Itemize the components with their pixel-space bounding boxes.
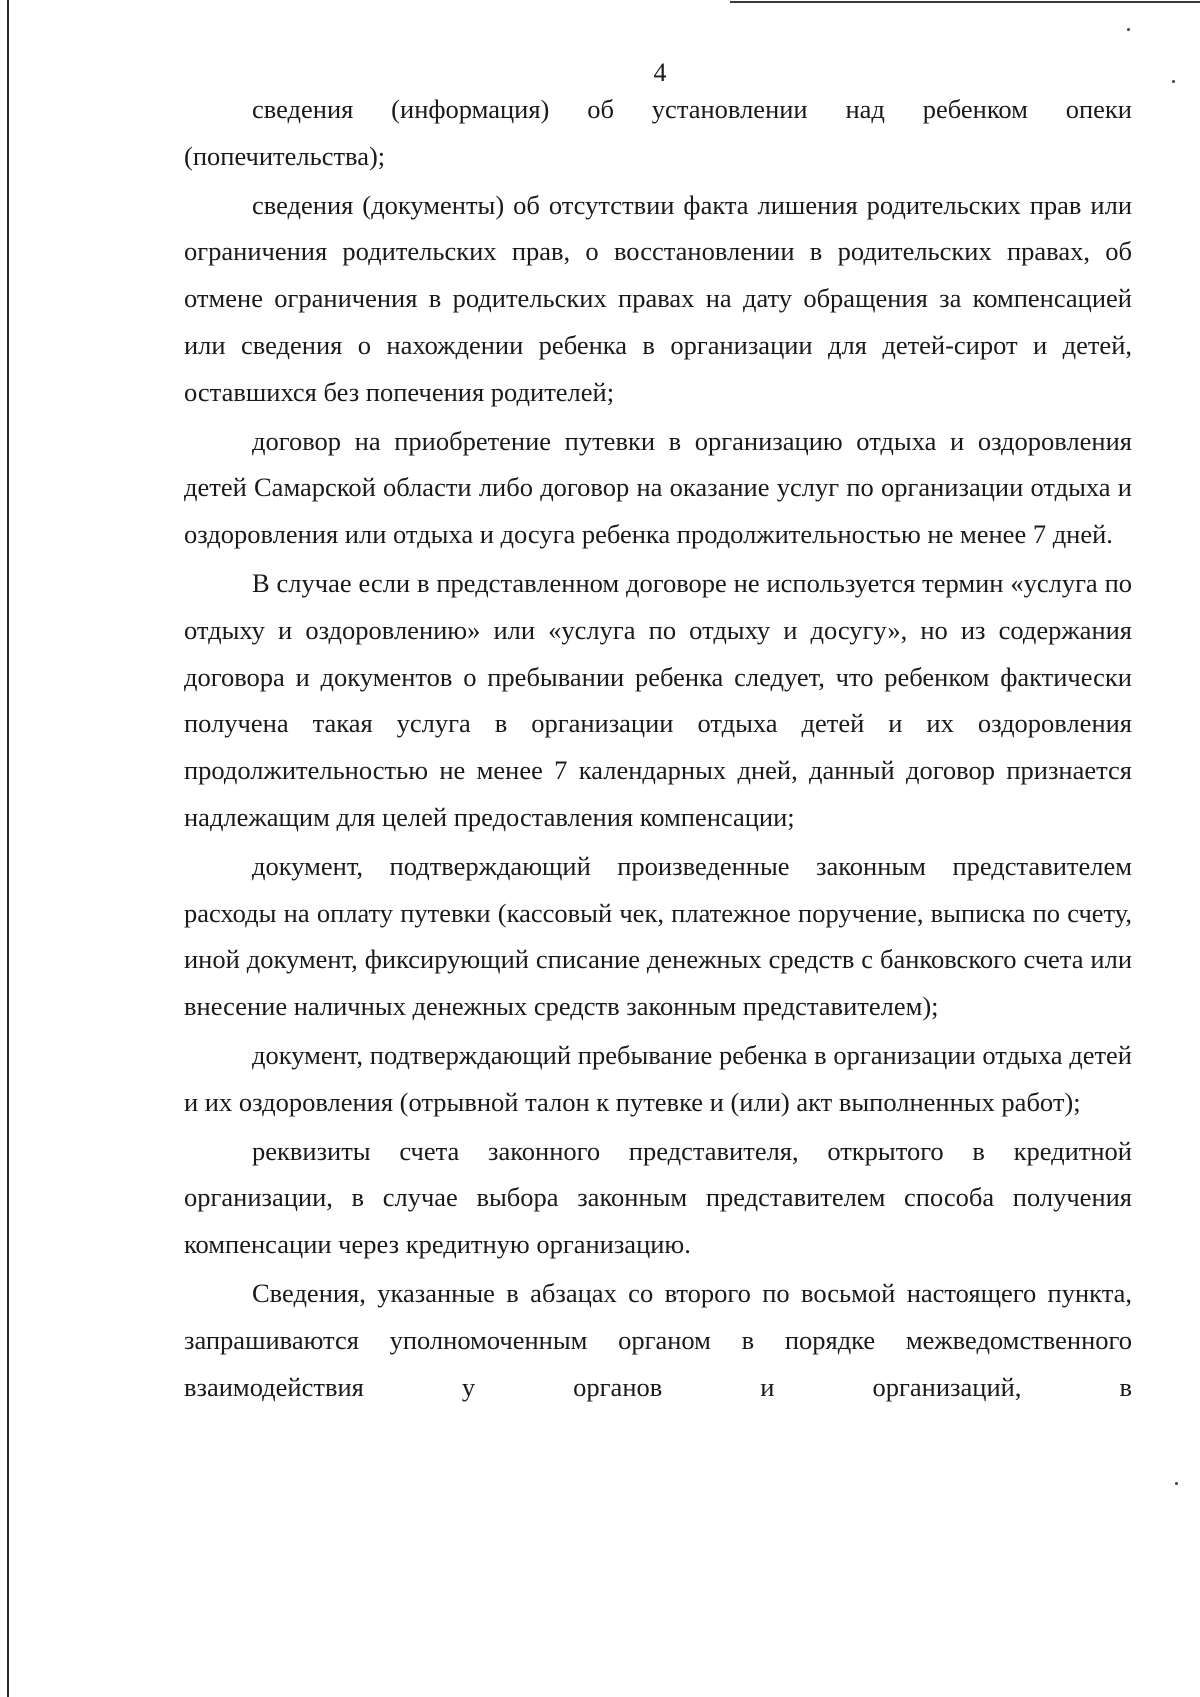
scan-speck — [1127, 28, 1130, 31]
scan-top-border — [730, 1, 1200, 3]
paragraph-parental-rights-info: сведения (документы) об отсутствии факта лишения родительских прав или ограничения родительских прав, о восстановлении в родительских правах, об отмене ограничения в родительских правах на дату обращения за компенсацией или сведения о нахождении ребенка в организации для детей-сирот и детей, оставшихся без попечения родителей; — [184, 189, 1132, 407]
scan-speck — [1175, 1482, 1178, 1485]
paragraph-contract-terms: В случае если в представленном договоре не используется термин «услуга по отдыху и оздоровлению» или «услуга по отдыху и досугу», но из содержания договора и документов о пребывании ребенка следует, что ребенком фактически получена такая услуга в организации отдыха детей и их оздоровления продолжительностью не менее 7 календарных дней, данный договор признается надлежащим для целей предоставления компенсации; — [184, 567, 1132, 832]
page-number: 4 — [653, 58, 667, 87]
paragraph-guardianship-info: сведения (информация) об установлении над ребенком опеки (попечительства); — [184, 94, 1132, 171]
paragraph-payment-document: документ, подтверждающий произведенные законным представителем расходы на оплату путевки (кассовый чек, платежное поручение, выписка по счету, иной документ, фиксирующий списание денежных средств с банковского счета или внесение наличных денежных средств законным представителем); — [184, 850, 1132, 1022]
paragraph-interagency-request: Сведения, указанные в абзацах со второго по восьмой настоящего пункта, запрашиваются уполномоченным органом в порядке межведомственного взаимодействия у органов и организаций, в — [184, 1277, 1132, 1402]
paragraph-voucher-contract: договор на приобретение путевки в организацию отдыха и оздоровления детей Самарской области либо договор на оказание услуг по организации отдыха и оздоровления или отдыха и досуга ребенка продолжительностью не менее 7 дней. — [184, 425, 1132, 550]
document-body — [184, 86, 1132, 1412]
scan-left-border — [7, 0, 9, 1697]
paragraph-stay-document: документ, подтверждающий пребывание ребенка в организации отдыха детей и их оздоровления (отрывной талон к путевке и (или) акт выполненных работ); — [184, 1039, 1132, 1117]
paragraph-bank-details: реквизиты счета законного представителя, открытого в кредитной организации, в случае выбора законным представителем способа получения компенсации через кредитную организацию. — [184, 1135, 1132, 1260]
